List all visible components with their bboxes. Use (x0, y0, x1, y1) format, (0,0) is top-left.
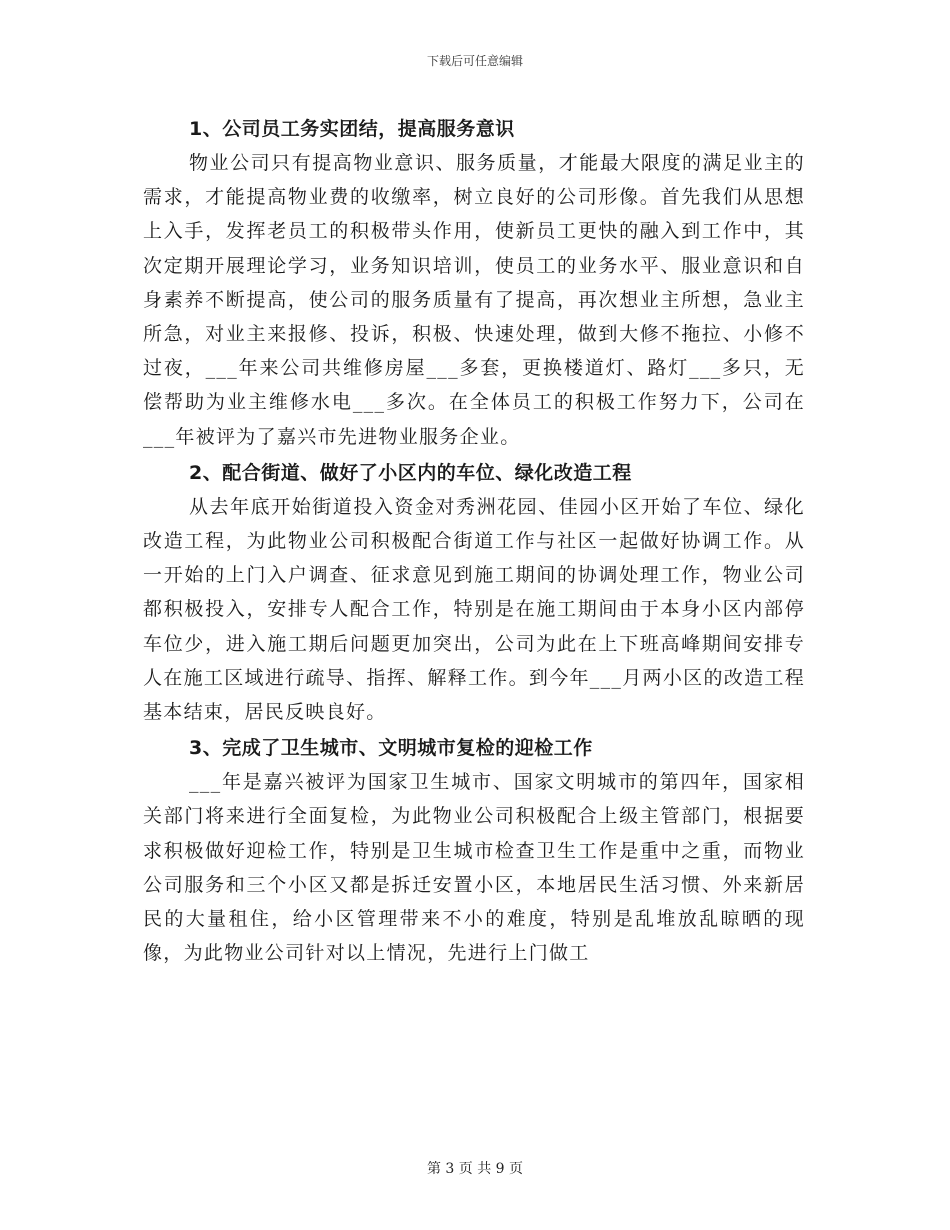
section-3-heading: 3、完成了卫生城市、文明城市复检的迎检工作 (189, 737, 593, 760)
section-1-heading: 1、公司员工务实团结，提高服务意识 (189, 118, 515, 140)
document-body (143, 112, 805, 972)
page-footer: 第 3 页 共 9 页 (426, 1161, 524, 1177)
section-2-paragraph: 从去年底开始街道投入资金对秀洲花园、佳园小区开始了车位、绿化改造工程，为此物业公司积极配合街道工作与社区一起做好协调工作。从一开始的上门入户调查、征求意见到施工期间的协调处理工作，物业公司都积极投入，安排专人配合工作，特别是在施工期间由于本身小区内部停车位少，进入施工期后问题更加突出，公司为此在上下班高峰期间安排专人在施工区域进行疏导、指挥、解释工作。到今年___月两小区的改造工程基本结束，居民反映良好。 (143, 495, 805, 724)
page-header: 下载后可任意编辑 (426, 54, 523, 68)
section-3-paragraph: ___年是嘉兴被评为国家卫生城市、国家文明城市的第四年，国家相关部门将来进行全面复检，为此物业公司积极配合上级主管部门，根据要求积极做好迎检工作，特别是卫生城市检查卫生工作是重中之重，而物业公司服务和三个小区又都是拆迁安置小区，本地居民生活习惯、外来新居民的大量租住，给小区管理带来不小的难度，特别是乱堆放乱晾晒的现像，为此物业公司针对以上情况，先进行上门做工 (143, 771, 805, 965)
section-1-paragraph: 物业公司只有提高物业意识、服务质量，才能最大限度的满足业主的需求，才能提高物业费的收缴率，树立良好的公司形像。首先我们从思想上入手，发挥老员工的积极带头作用，使新员工更快的融入到工作中，其次定期开展理论学习，业务知识培训，使员工的业务水平、服业意识和自身素养不断提高，使公司的服务质量有了提高，再次想业主所想，急业主所急，对业主来报修、投诉，积极、快速处理，做到大修不拖拉、小修不过夜，___年来公司共维修房屋___多套，更换楼道灯、路灯___多只，无偿帮助为业主维修水电___多次。在全体员工的积极工作努力下，公司在___年被评为了嘉兴市先进物业服务企业。 (143, 152, 805, 448)
section-2-heading: 2、配合街道、做好了小区内的车位、绿化改造工程 (189, 461, 632, 484)
